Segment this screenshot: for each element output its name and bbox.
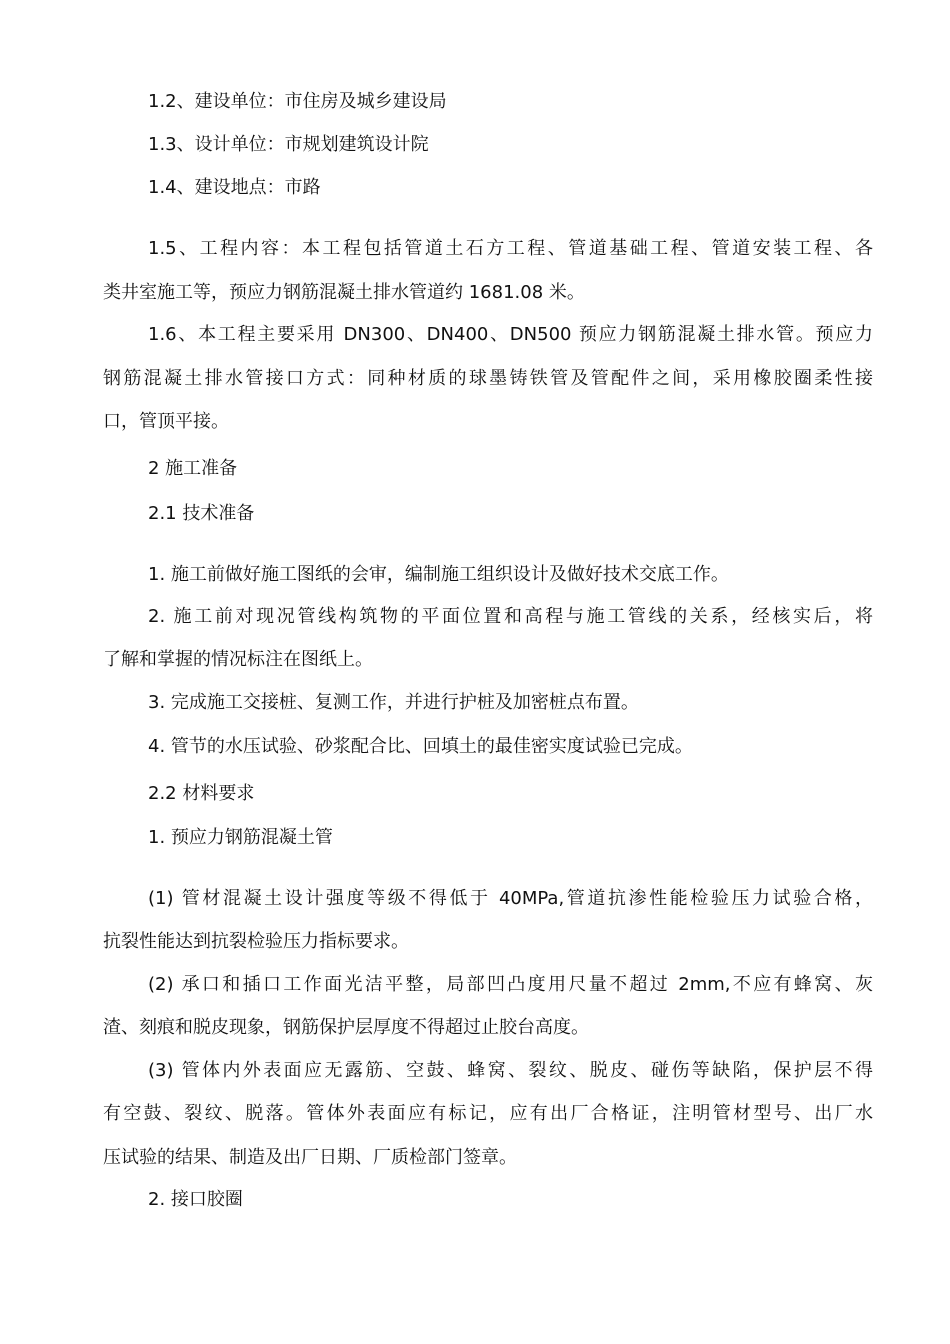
item-pipe-spec-line2: 钢筋混凝土排水管接口方式：同种材质的球墨铸铁管及管配件之间，采用橡胶圈柔性接 [103,368,873,389]
material-req-1-line2: 抗裂性能达到抗裂检验压力指标要求。 [103,931,409,952]
section-heading-2: 2 施工准备 [148,458,238,479]
material-req-3-line2: 有空鼓、裂纹、脱落。管体外表面应有标记，应有出厂合格证，注明管材型号、出厂水 [103,1103,873,1124]
material-req-3-line3: 压试验的结果、制造及出厂日期、厂质检部门签章。 [103,1147,517,1168]
item-construction-site: 1.4、建设地点：市路 [148,177,321,198]
section-heading-2-2: 2.2 材料要求 [148,783,255,804]
material-req-2-line2: 渣、刻痕和脱皮现象，钢筋保护层厚度不得超过止胶台高度。 [103,1017,589,1038]
item-pipe-spec-line3: 口，管顶平接。 [103,411,229,432]
tech-prep-item-2-line2: 了解和掌握的情况标注在图纸上。 [103,649,373,670]
tech-prep-item-3: 3. 完成施工交接桩、复测工作，并进行护桩及加密桩点布置。 [148,692,639,713]
material-req-2-line1: (2) 承口和插口工作面光洁平整，局部凹凸度用尺量不超过 2mm,不应有蜂窝、灰 [148,974,873,995]
item-project-content-line1: 1.5、工程内容：本工程包括管道土石方工程、管道基础工程、管道安装工程、各 [148,238,873,259]
tech-prep-item-4: 4. 管节的水压试验、砂浆配合比、回填土的最佳密实度试验已完成。 [148,736,693,757]
section-heading-2-1: 2.1 技术准备 [148,503,255,524]
item-project-content-line2: 类井室施工等，预应力钢筋混凝土排水管道约 1681.08 米。 [103,282,585,303]
item-design-unit: 1.3、设计单位：市规划建筑设计院 [148,134,429,155]
material-item-2: 2. 接口胶圈 [148,1189,243,1210]
material-item-1: 1. 预应力钢筋混凝土管 [148,827,333,848]
tech-prep-item-2-line1: 2. 施工前对现况管线构筑物的平面位置和高程与施工管线的关系，经核实后，将 [148,606,873,627]
tech-prep-item-1: 1. 施工前做好施工图纸的会审，编制施工组织设计及做好技术交底工作。 [148,564,729,585]
item-pipe-spec-line1: 1.6、本工程主要采用 DN300、DN400、DN500 预应力钢筋混凝土排水管。预应力 [148,324,873,345]
material-req-1-line1: (1) 管材混凝土设计强度等级不得低于 40MPa,管道抗渗性能检验压力试验合格， [148,888,873,909]
material-req-3-line1: (3) 管体内外表面应无露筋、空鼓、蜂窝、裂纹、脱皮、碰伤等缺陷，保护层不得 [148,1060,873,1081]
item-construction-unit: 1.2、建设单位：市住房及城乡建设局 [148,91,447,112]
